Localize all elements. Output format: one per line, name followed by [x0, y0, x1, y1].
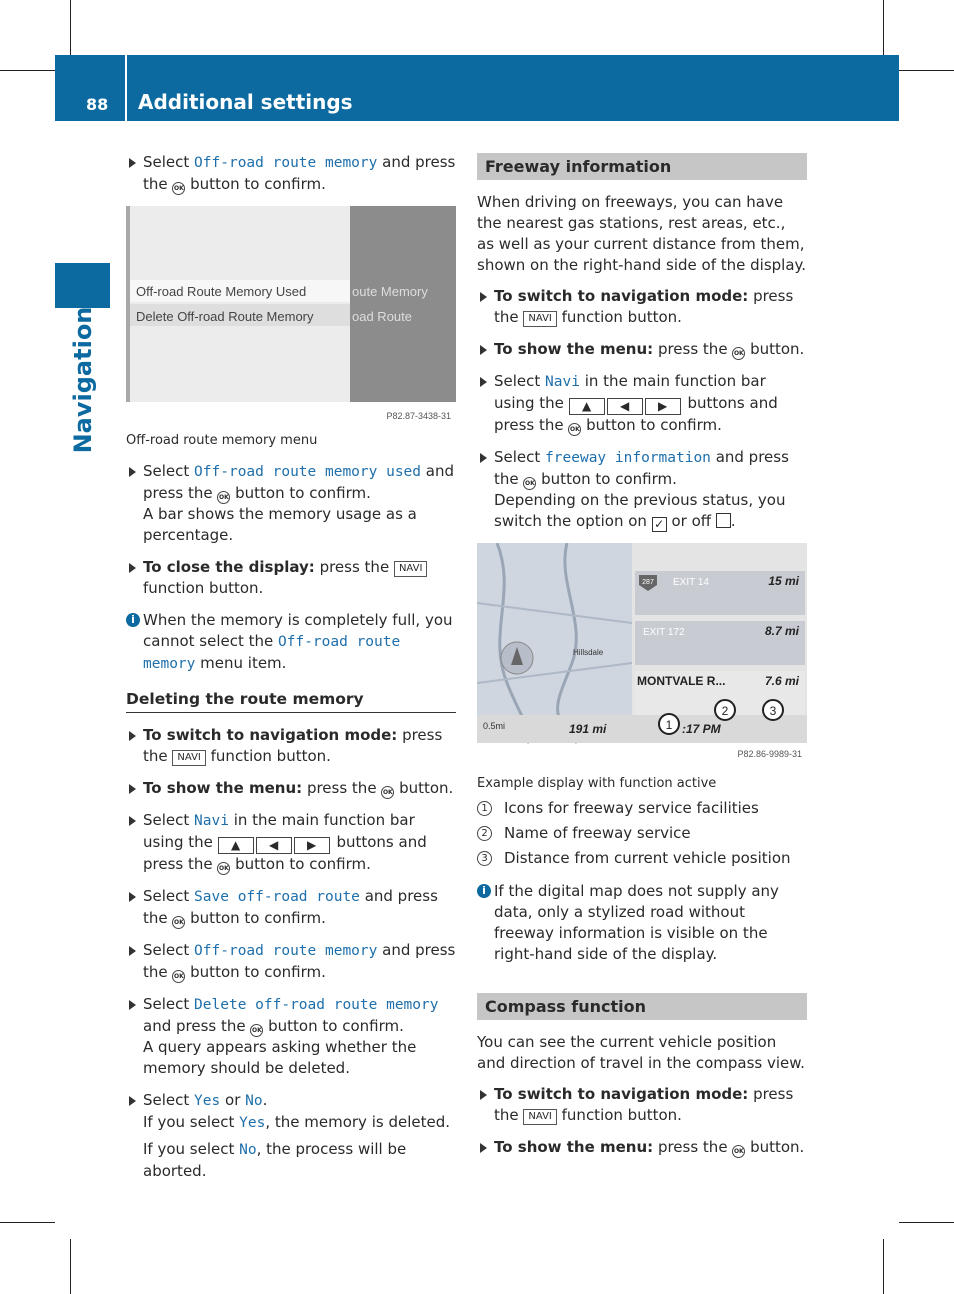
ok-icon: OK [732, 1145, 745, 1158]
menu-row-used: Off-road Route Memory Used [136, 284, 307, 299]
legend-item: 2 Name of freeway service [477, 823, 807, 844]
ok-icon: OK [172, 182, 185, 195]
menu-item-ref: Off-road route memory [194, 943, 378, 959]
menu-item-ref: Navi [545, 374, 580, 390]
side-label: Navigation [69, 306, 97, 454]
interstate-shield: 287 [642, 579, 654, 586]
callout-1: 1 [665, 718, 673, 732]
step: Select Off-road route memory and press the OK button to confirm. [126, 940, 456, 983]
menu-item-ref: Delete off-road route memory [194, 997, 439, 1013]
crop-mark [70, 0, 71, 55]
figure-caption: Example display with function active [477, 776, 717, 791]
crop-mark [899, 70, 954, 71]
exit-label-2: EXIT 172 [643, 627, 685, 638]
arrival-time: :17 PM [682, 722, 721, 736]
step: To close the display: press the NAVI function button. [126, 557, 456, 599]
menu-item-ref: Yes [239, 1115, 266, 1131]
section-bar: Compass function [477, 993, 807, 1020]
arrow-left-icon: ◀ [607, 398, 643, 415]
step: To switch to navigation mode: press the NAVI function button. [477, 1084, 807, 1126]
menu-row-right2: oad Route [352, 309, 412, 324]
step: Select Off-road route memory and press the OK button to confirm. [126, 152, 456, 195]
arrow-left-icon: ◀ [256, 837, 292, 854]
crop-mark [0, 1222, 55, 1223]
navi-key-icon: NAVI [394, 561, 427, 577]
step: Select Yes or No. If you select Yes, the memory is deleted. If you select No, the process will be aborted. [126, 1090, 456, 1182]
arrow-right-icon: ▶ [645, 398, 681, 415]
step: Select Off-road route memory used and press the OK button to confirm. A bar shows the memory usage as a percentage. [126, 461, 456, 546]
menu-item-ref: Save off-road route [194, 889, 360, 905]
crop-mark [883, 0, 884, 55]
menu-item-ref: Off-road route memory [194, 155, 378, 171]
map-scale: 0.5mi [483, 721, 506, 731]
step: To show the menu: press the OK button. [126, 778, 456, 799]
legend-item: 3 Distance from current vehicle position [477, 848, 807, 869]
section-heading: Deleting the route memory [126, 689, 456, 713]
section-bar: Freeway information [477, 153, 807, 180]
ok-icon: OK [217, 491, 230, 504]
checkbox-checked-icon: ✓ [652, 517, 667, 532]
ok-icon: OK [381, 786, 394, 799]
ok-icon: OK [172, 970, 185, 983]
menu-row-delete: Delete Off-road Route Memory [136, 309, 314, 324]
step: Select Navi in the main function bar using the ▲ ◀ ▶ buttons and press the OK button to confirm. [126, 810, 456, 875]
step-note: A query appears asking whether the memory should be deleted. [143, 1038, 417, 1077]
step: Select Save off-road route and press the OK button to confirm. [126, 886, 456, 929]
distance-2: 8.7 mi [764, 624, 799, 638]
step: To show the menu: press the OK button. [477, 339, 807, 360]
navi-key-icon: NAVI [523, 1109, 556, 1125]
menu-item-ref: Off-road route memory used [194, 464, 422, 480]
info-icon: i [126, 613, 140, 627]
town-label: Hillsdale [573, 648, 604, 657]
distance-3: 7.6 mi [764, 674, 799, 688]
navi-key-icon: NAVI [523, 311, 556, 327]
info-note: i If the digital map does not supply any data, only a stylized road without freeway information is visible on the right-hand side of the display. [477, 881, 807, 965]
figure-ref: P82.86-9989-31 [737, 749, 802, 759]
step: To switch to navigation mode: press the NAVI function button. [126, 725, 456, 767]
menu-item-ref: Off-road route memory [143, 634, 401, 672]
page-header [55, 55, 899, 121]
distance-1: 15 mi [768, 574, 799, 588]
step: To switch to navigation mode: press the NAVI function button. [477, 286, 807, 328]
navi-key-icon: NAVI [172, 750, 205, 766]
ok-icon: OK [568, 423, 581, 436]
step: Select Navi in the main function bar using the ▲ ◀ ▶ buttons and press the OK button to confirm. [477, 371, 807, 436]
menu-row-right1: oute Memory [352, 284, 428, 299]
menu-item-ref: No [245, 1093, 263, 1109]
legend-number-icon: 1 [477, 801, 492, 816]
paragraph: You can see the current vehicle position and direction of travel in the compass view. [477, 1033, 805, 1072]
exit-label-1: EXIT 14 [673, 577, 709, 588]
info-icon: i [477, 884, 491, 898]
right-column [477, 153, 807, 1169]
crop-mark [0, 70, 55, 71]
page-title: Additional settings [138, 90, 353, 114]
legend-number-icon: 3 [477, 851, 492, 866]
arrow-up-icon: ▲ [218, 837, 254, 854]
figure-caption: Off-road route memory menu [126, 433, 318, 448]
legend-number-icon: 2 [477, 826, 492, 841]
paragraph: When driving on freeways, you can have the nearest gas stations, rest areas, etc., as well as your current distance from them, shown on the right-hand side of the display. [477, 193, 807, 274]
crop-mark [899, 1222, 954, 1223]
freeway-map-figure [477, 543, 807, 765]
step: To show the menu: press the OK button. [477, 1137, 807, 1158]
header-divider [125, 55, 127, 121]
road-distance: 191 mi [569, 722, 607, 736]
ok-icon: OK [172, 916, 185, 929]
callout-2: 2 [721, 704, 729, 718]
menu-item-ref: Yes [194, 1093, 221, 1109]
crop-mark [883, 1239, 884, 1294]
offroad-menu-figure [126, 206, 456, 424]
arrow-right-icon: ▶ [294, 837, 330, 854]
crop-mark [70, 1239, 71, 1294]
menu-item-ref: No [239, 1142, 257, 1158]
ok-icon: OK [217, 862, 230, 875]
page-number: 88 [86, 95, 109, 114]
checkbox-unchecked-icon [716, 513, 731, 528]
ok-icon: OK [732, 347, 745, 360]
info-note: i When the memory is completely full, you cannot select the Off-road route memory menu item. [126, 610, 456, 675]
figure-ref: P82.87-3438-31 [386, 411, 451, 421]
service-name-3: MONTVALE R... [637, 674, 726, 688]
arrow-up-icon: ▲ [569, 398, 605, 415]
legend-item: 1 Icons for freeway service facilities [477, 798, 807, 819]
step: Select Delete off-road route memory and press the OK button to confirm. A query appears asking whether the memory should be deleted. [126, 994, 456, 1079]
side-tab [55, 263, 110, 308]
menu-item-ref: Navi [194, 813, 229, 829]
left-column [126, 152, 456, 1193]
ok-icon: OK [250, 1024, 263, 1037]
callout-3: 3 [769, 704, 777, 718]
menu-item-ref: freeway information [545, 450, 711, 466]
ok-icon: OK [523, 477, 536, 490]
step-note: A bar shows the memory usage as a percentage. [143, 505, 417, 544]
step: Select freeway information and press the OK button to confirm. Depending on the previous status, you switch the option on ✓ or off . [477, 447, 807, 532]
